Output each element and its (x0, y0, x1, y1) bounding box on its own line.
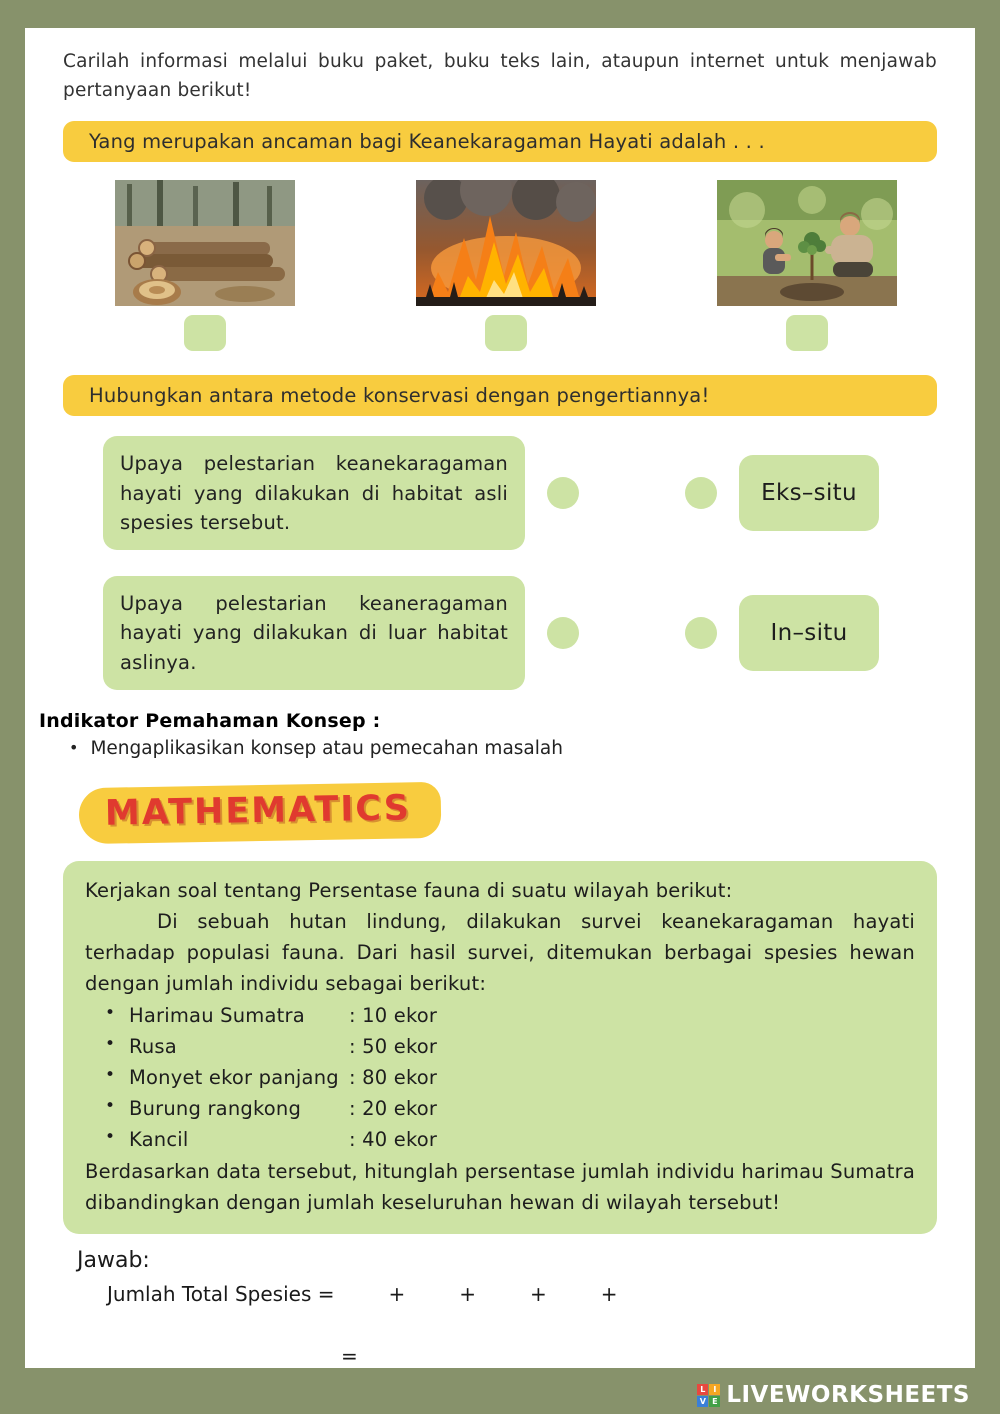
answer-label: Jawab: (77, 1247, 150, 1273)
definition-box-1: Upaya pelestarian keanekaragaman hayati yang dilakukan di habitat asli spesies tersebut. (103, 436, 525, 550)
species-count: : 20 ekor (349, 1097, 438, 1121)
species-name: Burung rangkong (129, 1097, 302, 1121)
answer-box-3[interactable] (786, 315, 828, 351)
species-count: : 10 ekor (349, 1003, 438, 1027)
species-count-input-1[interactable] (334, 1281, 388, 1307)
indicator-item (69, 738, 937, 759)
plus-sign: + (459, 1281, 477, 1306)
liveworksheets-brand-text: LIVEWORKSHEETS (726, 1382, 970, 1408)
tree-planting-illustration (717, 180, 897, 306)
page-content (25, 28, 975, 1368)
sum-label: Jumlah Total Spesies = (107, 1281, 335, 1306)
species-name: Harimau Sumatra (129, 1003, 305, 1027)
sum-line (107, 1281, 937, 1307)
question2-banner: Hubungkan antara metode konservasi dengan pengertiannya! (63, 375, 937, 416)
indicator-item-text: Mengaplikasikan konsep atau pemecahan masalah (90, 737, 563, 759)
match-dot-right-1[interactable] (685, 477, 717, 509)
logo-letter: I (709, 1384, 720, 1395)
equals-sign: = (341, 1343, 358, 1368)
image-column-3 (717, 180, 897, 351)
answer-box-2[interactable] (485, 315, 527, 351)
species-count-input-5[interactable] (618, 1281, 672, 1307)
image-column-2 (416, 180, 596, 351)
total-result-input[interactable] (364, 1337, 418, 1363)
math-problem-box (63, 861, 937, 1234)
plus-sign: + (388, 1281, 406, 1306)
math-heading-wrap (79, 785, 937, 841)
problem-paragraph: Di sebuah hutan lindung, dilakukan survei keanekaragaman hayati terhadap populasi fauna. Dari hasil survei, ditemukan berbagai spesies hewan dengan jumlah individu sebagai berikut: (85, 910, 915, 996)
species-count-input-2[interactable] (405, 1281, 459, 1307)
species-row (85, 1000, 915, 1031)
species-count-input-3[interactable] (476, 1281, 530, 1307)
species-row (85, 1031, 915, 1062)
problem-task: Berdasarkan data tersebut, hitunglah persentase jumlah individu harimau Sumatra dibandingkan dengan jumlah keseluruhan hewan di wilayah tersebut! (85, 1159, 915, 1214)
bullet-icon: • (105, 1033, 116, 1054)
logo-letter: V (697, 1396, 708, 1407)
bullet-icon: • (105, 1127, 116, 1148)
math-heading-highlight (79, 782, 442, 844)
match-dot-left-1[interactable] (547, 477, 579, 509)
bullet-icon: • (105, 1096, 116, 1117)
match-row-1 (63, 436, 937, 550)
plus-sign: + (600, 1281, 618, 1306)
logo-letter: E (709, 1396, 720, 1407)
tree-planting-photo (717, 180, 897, 306)
forest-fire-photo (416, 180, 596, 306)
match-row-2 (63, 576, 937, 690)
term-box-in-situ: In–situ (739, 595, 879, 671)
answer-box-1[interactable] (184, 315, 226, 351)
species-name: Rusa (129, 1034, 177, 1058)
species-name: Monyet ekor panjang (129, 1065, 339, 1089)
logo-letter: L (697, 1384, 708, 1395)
definition-box-2: Upaya pelestarian keaneragaman hayati yang dilakukan di luar habitat aslinya. (103, 576, 525, 690)
equals-line (341, 1337, 937, 1368)
term-box-eks-situ: Eks–situ (739, 455, 879, 531)
intro-text: Carilah informasi melalui buku paket, buku teks lain, ataupun internet untuk menjawab pertanyaan berikut! (63, 51, 937, 101)
species-row (85, 1093, 915, 1124)
bullet-icon: • (105, 1064, 116, 1085)
match-dot-right-2[interactable] (685, 617, 717, 649)
bullet-icon: • (105, 1002, 116, 1023)
plus-sign: + (530, 1281, 547, 1306)
indicator-title: Indikator Pemahaman Konsep : (39, 709, 381, 732)
species-name: Kancil (129, 1128, 189, 1152)
species-count: : 40 ekor (349, 1128, 438, 1152)
species-row (85, 1062, 915, 1093)
indicator-section (39, 710, 937, 759)
math-heading-text: MATHEMATICS (104, 788, 412, 834)
liveworksheets-logo (697, 1382, 970, 1408)
bullet-icon: • (69, 737, 79, 757)
deforestation-photo (115, 180, 295, 306)
question1-banner: Yang merupakan ancaman bagi Keanekaragaman Hayati adalah . . . (63, 121, 937, 162)
liveworksheets-grid-icon (697, 1384, 720, 1407)
deforestation-illustration (115, 180, 295, 306)
species-count: : 50 ekor (349, 1034, 438, 1058)
species-row (85, 1124, 915, 1155)
match-dot-left-2[interactable] (547, 617, 579, 649)
image-column-1 (115, 180, 295, 351)
problem-intro: Kerjakan soal tentang Persentase fauna di suatu wilayah berikut: (85, 878, 733, 902)
species-count-input-4[interactable] (547, 1281, 601, 1307)
forest-fire-illustration (416, 180, 596, 306)
threat-images-row (63, 180, 937, 351)
species-count: : 80 ekor (349, 1065, 438, 1089)
